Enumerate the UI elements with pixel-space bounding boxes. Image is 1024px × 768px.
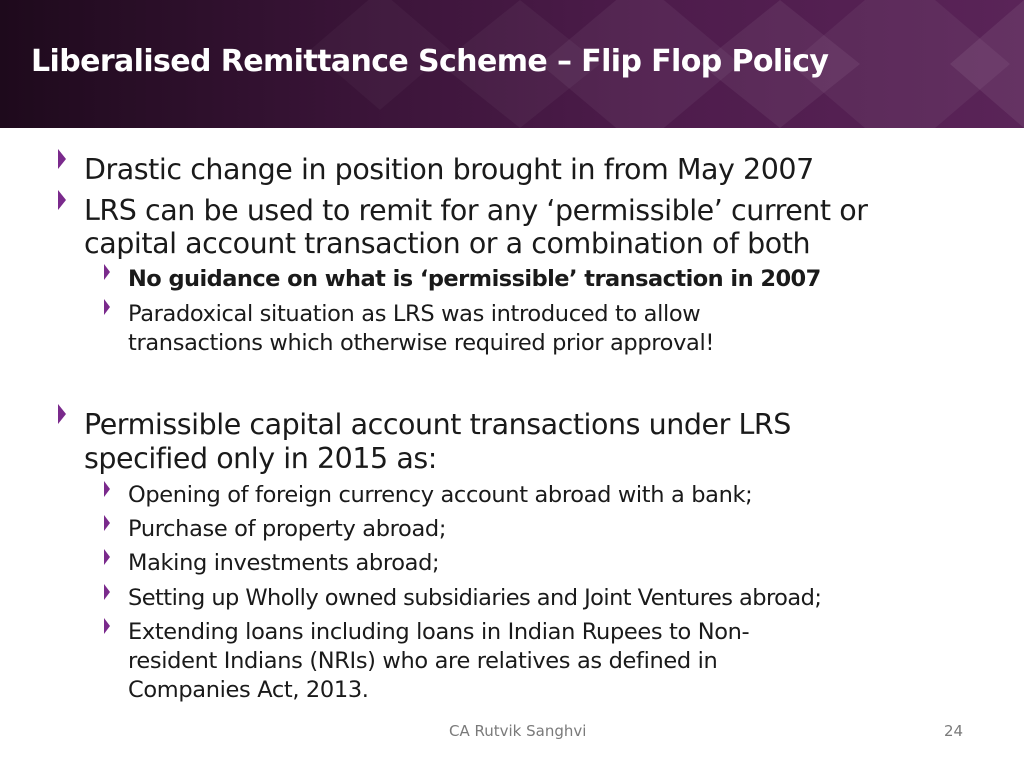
triangle-right-icon bbox=[104, 264, 110, 280]
sub-bullet-text: Paradoxical situation as LRS was introduced to allow bbox=[128, 301, 701, 327]
sub-bullet-text: No guidance on what is ‘permissible’ transaction in 2007 bbox=[128, 266, 821, 292]
triangle-right-icon bbox=[58, 149, 66, 169]
sub-bullet-text: transactions which otherwise required prior approval! bbox=[128, 330, 715, 356]
triangle-right-icon bbox=[104, 618, 110, 634]
sub-bullet-text: Opening of foreign currency account abroad with a bank; bbox=[128, 482, 753, 508]
sub-bullet-text: Companies Act, 2013. bbox=[128, 677, 369, 703]
page-number: 24 bbox=[944, 722, 964, 740]
bullet-text: LRS can be used to remit for any ‘permissible’ current or bbox=[84, 194, 868, 227]
sub-bullet-text: resident Indians (NRIs) who are relatives as defined in bbox=[128, 648, 718, 674]
triangle-right-icon bbox=[104, 481, 110, 497]
sub-bullet-text: Making investments abroad; bbox=[128, 550, 440, 576]
triangle-right-icon bbox=[104, 299, 110, 315]
sub-bullet-text: Extending loans including loans in Indian Rupees to Non- bbox=[128, 619, 750, 645]
triangle-right-icon bbox=[104, 549, 110, 565]
slide-title: Liberalised Remittance Scheme – Flip Flop Policy bbox=[31, 44, 829, 79]
footer-presenter: CA Rutvik Sanghvi bbox=[449, 722, 587, 740]
bullet-text: Permissible capital account transactions under LRS bbox=[84, 408, 791, 441]
bullet-text: capital account transaction or a combination of both bbox=[84, 227, 811, 260]
bullet-text: Drastic change in position brought in from May 2007 bbox=[84, 153, 814, 186]
sub-bullet-text: Setting up Wholly owned subsidiaries and Joint Ventures abroad; bbox=[128, 585, 822, 611]
triangle-right-icon bbox=[58, 190, 66, 210]
triangle-right-icon bbox=[104, 584, 110, 600]
bullet-text: specified only in 2015 as: bbox=[84, 442, 437, 475]
sub-bullet-text: Purchase of property abroad; bbox=[128, 516, 447, 542]
triangle-right-icon bbox=[58, 404, 66, 424]
triangle-right-icon bbox=[104, 515, 110, 531]
